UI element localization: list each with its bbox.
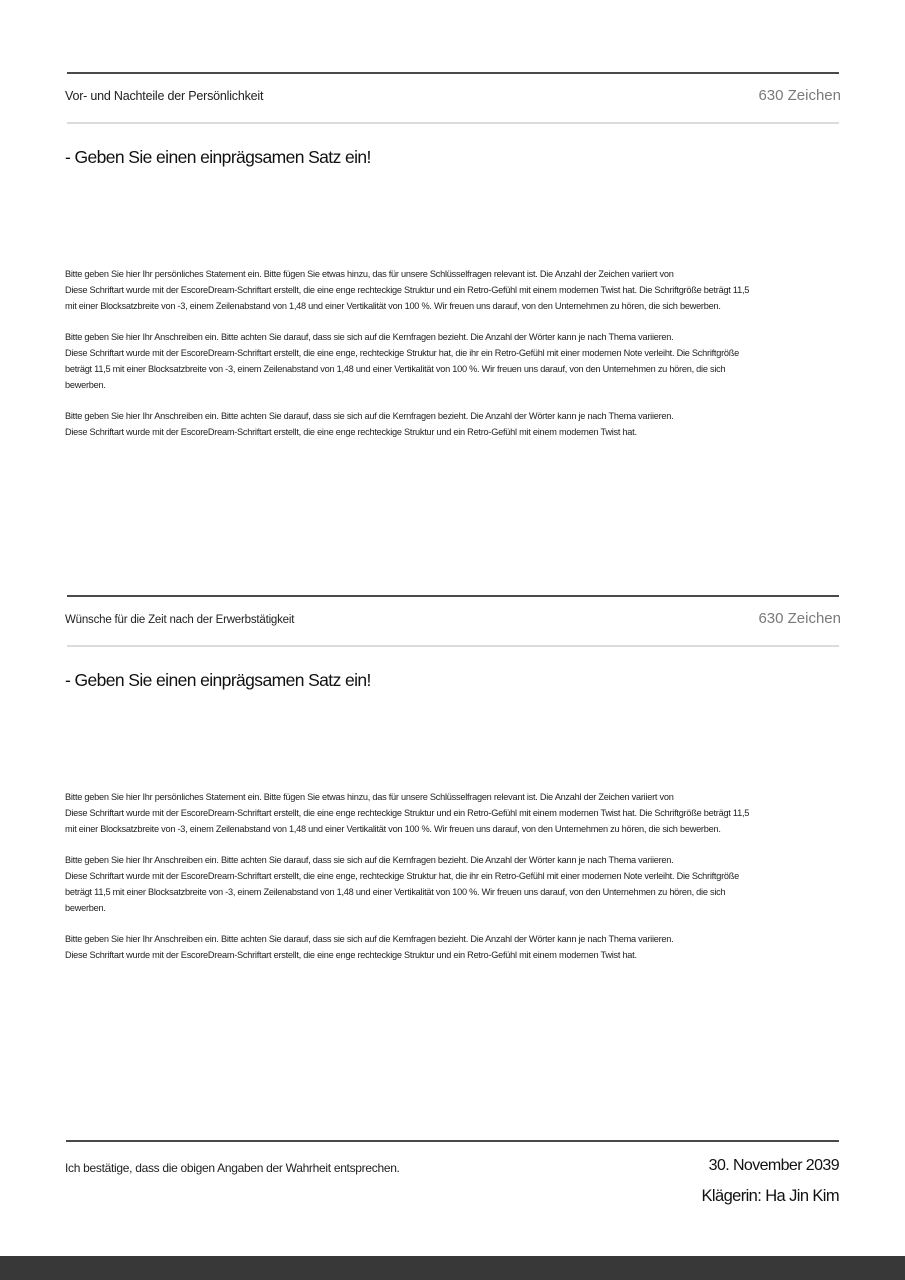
- text-line: Bitte geben Sie hier Ihr Anschreiben ein. Bitte achten Sie darauf, dass sie sich auf die Kernfragen bezieht. Die Anzahl der Wörter kann je nach Thema variieren.: [65, 332, 674, 342]
- text-line: Bitte geben Sie hier Ihr Anschreiben ein. Bitte achten Sie darauf, dass sie sich auf die Kernfragen bezieht. Die Anzahl der Wörter kann je nach Thema variieren.: [65, 411, 674, 421]
- section-top-rule: [67, 595, 839, 597]
- paragraph: [65, 852, 835, 916]
- section-headline: - Geben Sie einen einprägsamen Satz ein!: [65, 670, 371, 690]
- section-header: [67, 610, 839, 627]
- text-line: Diese Schriftart wurde mit der EscoreDream-Schriftart erstellt, die eine enge rechteckige Struktur und ein Retro-Gefühl mit einem modernen Twist hat.: [65, 950, 637, 960]
- paragraph: [65, 931, 835, 963]
- section-title: Vor- und Nachteile der Persönlichkeit: [65, 89, 264, 103]
- section-header: [67, 87, 839, 104]
- section-title: Wünsche für die Zeit nach der Erwerbstätigkeit: [65, 614, 295, 626]
- text-line: Diese Schriftart wurde mit der EscoreDream-Schriftart erstellt, die eine enge, rechteckige Struktur hat, die ihr ein Retro-Gefühl mit einer modernen Note verleiht. Die Schriftgröße: [65, 348, 739, 358]
- section-body: [65, 266, 835, 455]
- paragraph: [65, 789, 835, 837]
- section-headline: - Geben Sie einen einprägsamen Satz ein!: [65, 147, 371, 167]
- section-header-rule: [67, 645, 839, 647]
- text-line: Diese Schriftart wurde mit der EscoreDream-Schriftart erstellt, die eine enge, rechteckige Struktur hat, die ihr ein Retro-Gefühl mit einer modernen Note verleiht. Die Schriftgröße: [65, 871, 739, 881]
- signer-name: Klägerin: Ha Jin Kim: [701, 1187, 839, 1205]
- confirmation-statement: Ich bestätige, dass die obigen Angaben der Wahrheit entsprechen.: [65, 1161, 400, 1175]
- text-line: Bitte geben Sie hier Ihr persönliches Statement ein. Bitte fügen Sie etwas hinzu, das für unsere Schlüsselfragen relevant ist. Die Anzahl der Zeichen variiert von: [65, 269, 674, 279]
- text-line: bewerben.: [65, 380, 106, 390]
- text-line: Diese Schriftart wurde mit der EscoreDream-Schriftart erstellt, die eine enge rechteckige Struktur und ein Retro-Gefühl mit einem modernen Twist hat. Die Schriftgröße beträgt 11,5: [65, 808, 750, 818]
- bottom-bar: [0, 1256, 905, 1280]
- footer-rule: [66, 1140, 839, 1142]
- character-count: 630 Zeichen: [758, 87, 841, 104]
- text-line: Bitte geben Sie hier Ihr Anschreiben ein. Bitte achten Sie darauf, dass sie sich auf die Kernfragen bezieht. Die Anzahl der Wörter kann je nach Thema variieren.: [65, 855, 674, 865]
- section-top-rule: [67, 72, 839, 74]
- section-body: [65, 789, 835, 978]
- paragraph: [65, 329, 835, 393]
- text-line: beträgt 11,5 mit einer Blocksatzbreite von -3, einem Zeilenabstand von 1,48 und einer Vertikalität von 100 %. Wir freuen uns darauf, von den Unternehmen zu hören, die sich: [65, 364, 726, 374]
- paragraph: [65, 266, 835, 314]
- text-line: mit einer Blocksatzbreite von -3, einem Zeilenabstand von 1,48 und einer Vertikalität von 100 %. Wir freuen uns darauf, von den Unternehmen zu hören, die sich bewerben.: [65, 824, 721, 834]
- section-header-rule: [67, 122, 839, 124]
- text-line: mit einer Blocksatzbreite von -3, einem Zeilenabstand von 1,48 und einer Vertikalität von 100 %. Wir freuen uns darauf, von den Unternehmen zu hören, die sich bewerben.: [65, 301, 721, 311]
- text-line: beträgt 11,5 mit einer Blocksatzbreite von -3, einem Zeilenabstand von 1,48 und einer Vertikalität von 100 %. Wir freuen uns darauf, von den Unternehmen zu hören, die sich: [65, 887, 726, 897]
- text-line: Diese Schriftart wurde mit der EscoreDream-Schriftart erstellt, die eine enge rechteckige Struktur und ein Retro-Gefühl mit einem modernen Twist hat.: [65, 427, 637, 437]
- text-line: Diese Schriftart wurde mit der EscoreDream-Schriftart erstellt, die eine enge rechteckige Struktur und ein Retro-Gefühl mit einem modernen Twist hat. Die Schriftgröße beträgt 11,5: [65, 285, 750, 295]
- text-line: bewerben.: [65, 903, 106, 913]
- text-line: Bitte geben Sie hier Ihr persönliches Statement ein. Bitte fügen Sie etwas hinzu, das für unsere Schlüsselfragen relevant ist. Die Anzahl der Zeichen variiert von: [65, 792, 674, 802]
- paragraph: [65, 408, 835, 440]
- signature-date: 30. November 2039: [708, 1157, 839, 1174]
- text-line: Bitte geben Sie hier Ihr Anschreiben ein. Bitte achten Sie darauf, dass sie sich auf die Kernfragen bezieht. Die Anzahl der Wörter kann je nach Thema variieren.: [65, 934, 674, 944]
- character-count: 630 Zeichen: [758, 610, 841, 627]
